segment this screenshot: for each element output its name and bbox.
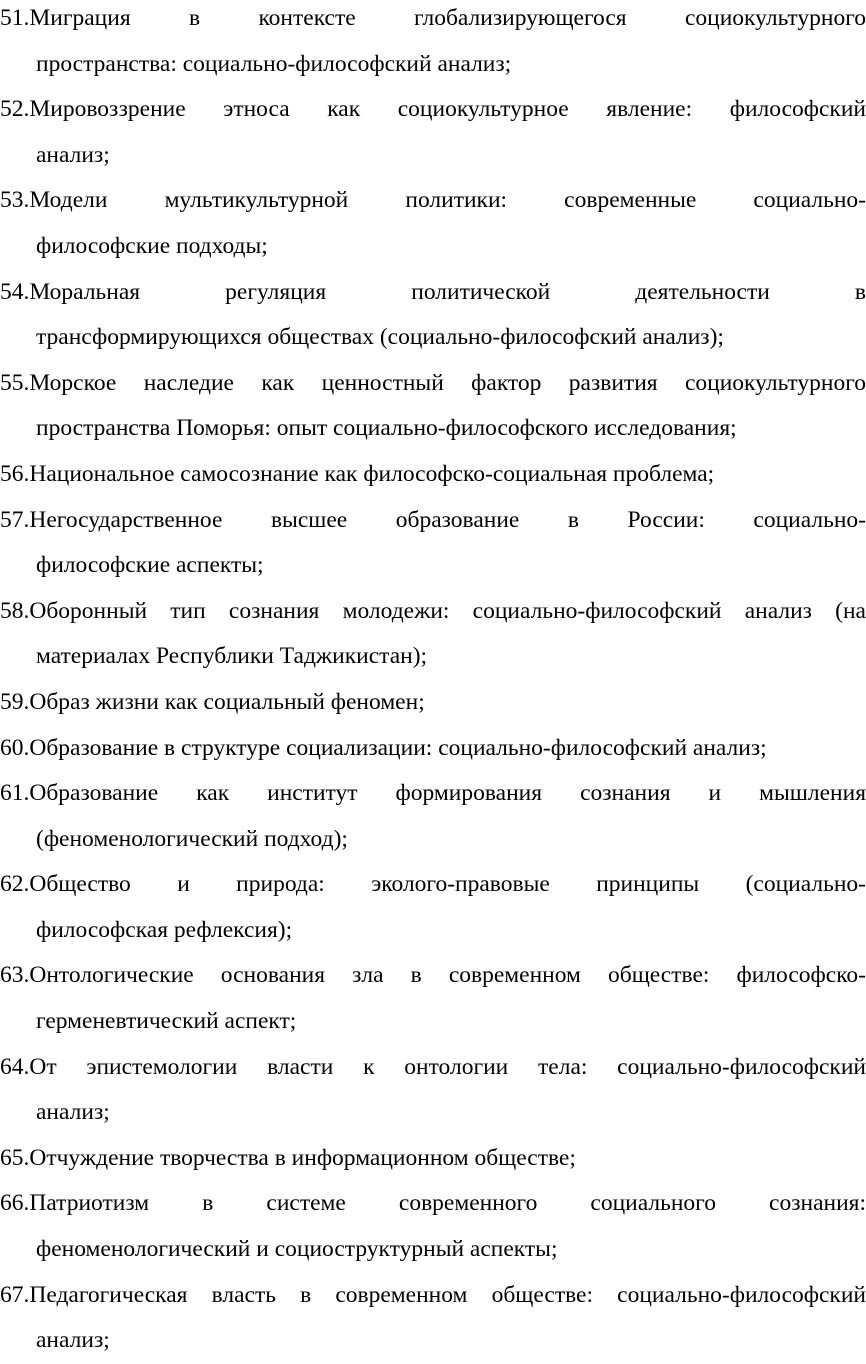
- list-item-number: 65.: [0, 1144, 30, 1171]
- list-item-number: 66.: [0, 1190, 30, 1217]
- list-item-number: 61.: [0, 780, 30, 807]
- list-item-number: 63.: [0, 962, 30, 989]
- list-item-text: Мировоззрение этноса как социокультурное явление: философский: [29, 96, 866, 123]
- list-item-first-line: [0, 1273, 866, 1319]
- list-item-text: Образование как институт формирования сознания и мышления: [29, 780, 866, 807]
- list-item: [0, 1273, 866, 1364]
- list-item: [0, 589, 866, 680]
- list-item-number: 59.: [0, 688, 30, 715]
- list-item-text: Морское наследие как ценностный фактор развития социокультурного: [29, 369, 866, 396]
- list-item-first-line: [0, 862, 866, 908]
- list-item-continuation: феноменологический и социоструктурный аспекты;: [36, 1236, 558, 1263]
- list-item-continuation: анализ;: [36, 1327, 110, 1354]
- list-item-continuation: пространства Поморья: опыт социально-философского исследования;: [36, 415, 737, 442]
- list-item: [0, 498, 866, 589]
- list-item-text: Педагогическая власть в современном обществе: социально-философский: [29, 1281, 866, 1308]
- list-item-continuation: герменевтический аспект;: [36, 1008, 297, 1035]
- list-item-number: 54.: [0, 278, 30, 305]
- list-item-first-line: [0, 87, 866, 133]
- list-item-first-line: [0, 771, 866, 817]
- list-item-number: 60.: [0, 734, 30, 761]
- list-item-text: Отчуждение творчества в информационном обществе;: [29, 1144, 576, 1171]
- list-item-number: 58.: [0, 597, 30, 624]
- list-item-continuation: анализ;: [36, 141, 110, 168]
- list-item-first-line: [0, 589, 866, 635]
- list-item-continuation: философские подходы;: [36, 232, 268, 259]
- list-item: [0, 1181, 866, 1272]
- list-item: [0, 726, 866, 772]
- list-item-first-line: [0, 361, 866, 407]
- list-item-number: 57.: [0, 506, 30, 533]
- list-item-first-line: [0, 452, 866, 498]
- list-item-text: Общество и природа: эколого-правовые принципы (социально-: [29, 871, 866, 898]
- list-item-number: 62.: [0, 871, 30, 898]
- list-item: [0, 771, 866, 862]
- list-item-number: 64.: [0, 1053, 30, 1080]
- list-item-text: Патриотизм в системе современного социального сознания:: [29, 1190, 866, 1217]
- list-item: [0, 953, 866, 1044]
- list-item-text: Национальное самосознание как философско-социальная проблема;: [29, 460, 715, 487]
- list-item: [0, 178, 866, 269]
- list-item: [0, 1136, 866, 1182]
- list-item-text: Образование в структуре социализации: социально-философский анализ;: [29, 734, 767, 761]
- list-item-text: Миграция в контексте глобализирующегося социокультурного: [29, 5, 866, 31]
- list-item-text: Моральная регуляция политической деятельности в: [29, 278, 866, 305]
- list-item: [0, 270, 866, 361]
- list-item-first-line: [0, 1181, 866, 1227]
- list-item-number: 53.: [0, 187, 30, 214]
- list-item-continuation: трансформирующихся обществах (социально-философский анализ);: [36, 324, 724, 351]
- list-item-first-line: [0, 680, 866, 726]
- list-item-number: 51.: [0, 5, 30, 31]
- list-item-text: Онтологические основания зла в современном обществе: философско-: [29, 962, 866, 989]
- list-item-first-line: [0, 0, 866, 42]
- list-item-number: 56.: [0, 460, 30, 487]
- list-item-text: Оборонный тип сознания молодежи: социально-философский анализ (на: [29, 597, 866, 624]
- list-item-text: Образ жизни как социальный феномен;: [29, 688, 425, 715]
- list-item-first-line: [0, 1136, 866, 1182]
- list-item-continuation: (феноменологический подход);: [36, 825, 348, 852]
- list-item: [0, 87, 866, 178]
- list-item-continuation: пространства: социально-философский анализ;: [36, 50, 512, 77]
- list-item-first-line: [0, 270, 866, 316]
- list-item: [0, 452, 866, 498]
- list-item-continuation: материалах Республики Таджикистан);: [36, 643, 428, 670]
- list-item-first-line: [0, 1045, 866, 1091]
- list-item-text: От эпистемологии власти к онтологии тела: социально-философский: [29, 1053, 866, 1080]
- list-item-first-line: [0, 726, 866, 772]
- list-item-text: Негосударственное высшее образование в России: социально-: [29, 506, 866, 533]
- list-item-number: 52.: [0, 96, 30, 123]
- list-item-continuation: философские аспекты;: [36, 552, 264, 579]
- list-item: [0, 361, 866, 452]
- list-item-continuation: анализ;: [36, 1099, 110, 1126]
- list-item: [0, 1045, 866, 1136]
- list-item: [0, 0, 866, 87]
- list-item-first-line: [0, 498, 866, 544]
- list-item: [0, 862, 866, 953]
- list-item-number: 67.: [0, 1281, 30, 1308]
- list-item-number: 55.: [0, 369, 30, 396]
- list-item: [0, 680, 866, 726]
- list-item-text: Модели мультикультурной политики: современные социально-: [29, 187, 866, 214]
- list-item-first-line: [0, 953, 866, 999]
- list-item-continuation: философская рефлексия);: [36, 916, 293, 943]
- list-item-first-line: [0, 178, 866, 224]
